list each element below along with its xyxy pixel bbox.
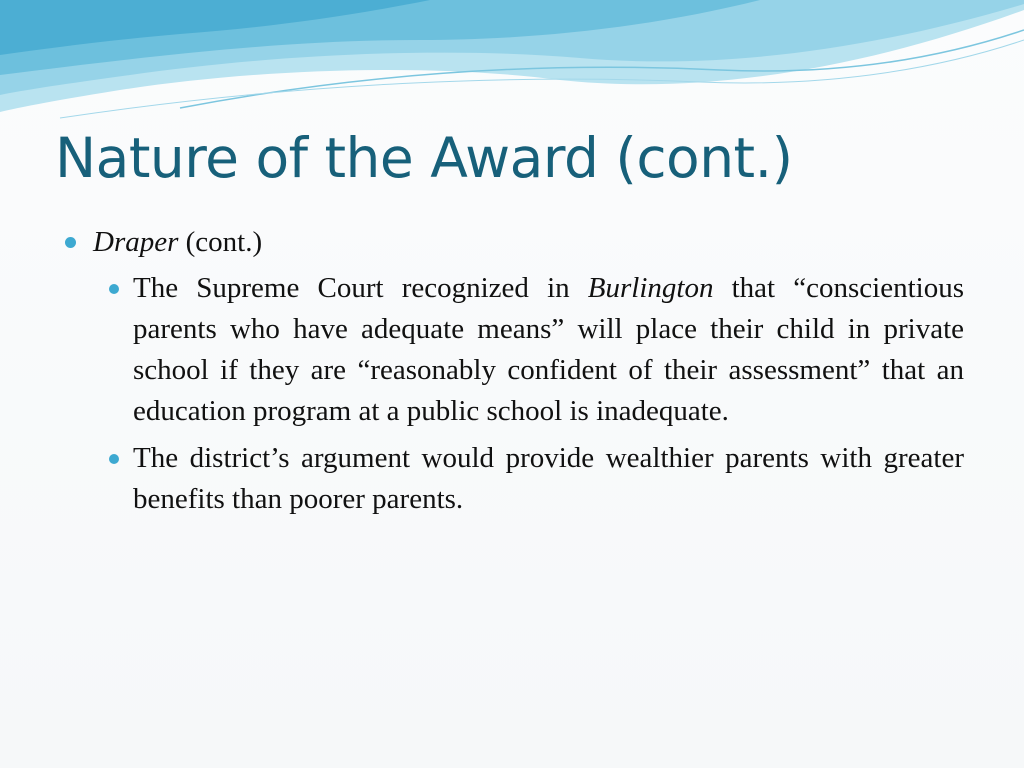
sub-bullet-text: The district’s argument would provide wealthier parents with greater benefits than poorer parents.	[133, 442, 964, 515]
bullet-draper	[62, 222, 964, 262]
sub-bullet-burlington	[106, 268, 964, 432]
bullet-dot-icon	[109, 454, 119, 464]
bullet-dot-icon	[109, 284, 119, 294]
sub-bullet-text-before: The Supreme Court recognized in	[133, 272, 588, 304]
case-name: Draper	[93, 226, 179, 258]
header-wave-decoration	[0, 0, 1024, 130]
sub-bullet-text-after: that “conscientious parents who have adequate means” will place their child in private school if they are “reasonably confident of their assessment” that an education program at a public school is inadequate.	[133, 272, 964, 427]
slide-title: Nature of the Award (cont.)	[55, 126, 793, 190]
case-name-burlington: Burlington	[587, 272, 714, 304]
sub-bullet-district-argument	[106, 438, 964, 520]
bullet-text: (cont.)	[178, 226, 263, 258]
bullet-dot-icon	[65, 237, 76, 248]
slide-body	[62, 222, 964, 526]
